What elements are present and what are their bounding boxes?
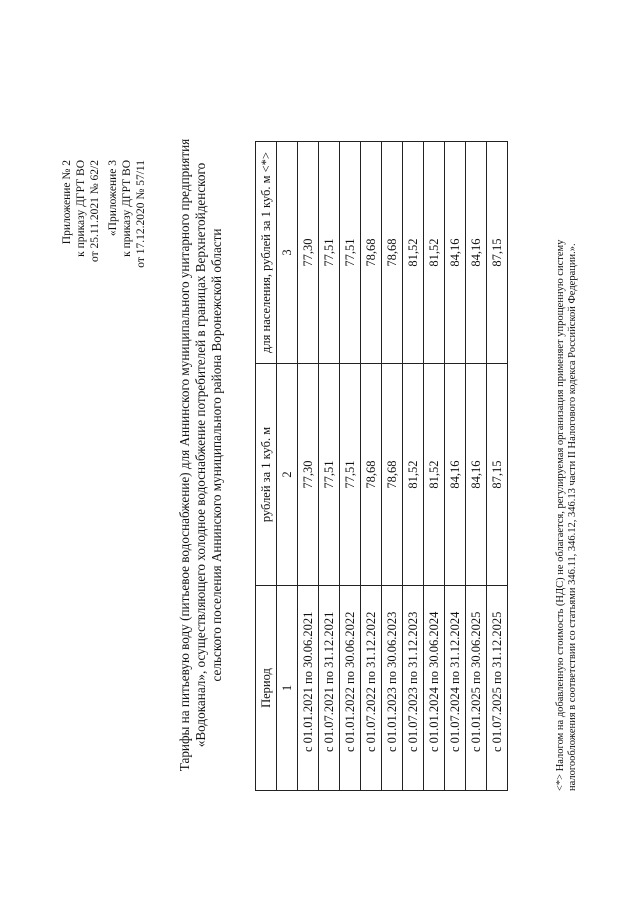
period-cell: с 01.01.2021 по 30.06.2021 [298, 586, 319, 791]
header-price-population: для населения, рублей за 1 куб. м <*> [256, 142, 277, 364]
title-line1: Тарифы на питьевую воду (питьевое водоснабжение) для Аннинского муниципального унитарного предприятия [177, 138, 192, 772]
table-row [382, 142, 403, 791]
period-cell: с 01.07.2024 по 31.12.2024 [445, 586, 466, 791]
population-price-cell: 78,68 [382, 142, 403, 364]
population-price-cell: 87,15 [487, 142, 508, 364]
appendix-2-line1: Приложение № 2 [61, 160, 73, 245]
title-line3: сельского поселения Аннинского муниципального района Воронежской области [209, 228, 224, 682]
price-cell: 84,16 [466, 364, 487, 586]
price-cell: 81,52 [424, 364, 445, 586]
index-col-2: 2 [277, 364, 298, 586]
population-price-cell: 78,68 [361, 142, 382, 364]
price-cell: 78,68 [361, 364, 382, 586]
appendix-3-header [106, 160, 148, 380]
header-price: рублей за 1 куб. м [256, 364, 277, 586]
period-cell: с 01.01.2024 по 30.06.2024 [424, 586, 445, 791]
population-price-cell: 77,30 [298, 142, 319, 364]
appendix-3-line1: «Приложение 3 [107, 160, 119, 237]
period-cell: с 01.07.2022 по 31.12.2022 [361, 586, 382, 791]
appendix-2-line2: к приказу ДГРТ ВО [75, 160, 87, 257]
period-cell: с 01.07.2025 по 31.12.2025 [487, 586, 508, 791]
appendix-3-line2: к приказу ДГРТ ВО [121, 160, 133, 257]
table-row [340, 142, 361, 791]
footnote-line2: налогообложения в соответствии со статьями 346.11, 346.12, 346.13 части II Налогового кодекса Российской Федерации.». [567, 243, 578, 791]
period-cell: с 01.01.2022 по 30.06.2022 [340, 586, 361, 791]
period-cell: с 01.01.2023 по 30.06.2023 [382, 586, 403, 791]
population-price-cell: 77,51 [340, 142, 361, 364]
document-title [177, 105, 225, 805]
index-col-1: 1 [277, 586, 298, 791]
table-row [403, 142, 424, 791]
table-row [298, 142, 319, 791]
population-price-cell: 77,51 [319, 142, 340, 364]
price-cell: 77,51 [340, 364, 361, 586]
table-row [361, 142, 382, 791]
table-index-row [277, 142, 298, 791]
table-row [466, 142, 487, 791]
price-cell: 84,16 [445, 364, 466, 586]
period-cell: с 01.07.2021 по 31.12.2021 [319, 586, 340, 791]
table-row [424, 142, 445, 791]
header-period: Период [256, 586, 277, 791]
price-cell: 81,52 [403, 364, 424, 586]
footnote-line1: <*> Налогом на добавленную стоимость (НДС) не облагается, регулируемая организация применяет упрощенную систему [555, 239, 566, 791]
appendix-3-line3: от 17.12.2020 № 57/11 [135, 160, 147, 268]
vat-footnote [555, 141, 579, 791]
population-price-cell: 81,52 [403, 142, 424, 364]
table-row [487, 142, 508, 791]
tariff-table [255, 141, 508, 791]
table-row [319, 142, 340, 791]
appendix-2-line3: от 25.11.2021 № 62/2 [89, 160, 101, 262]
population-price-cell: 84,16 [445, 142, 466, 364]
population-price-cell: 84,16 [466, 142, 487, 364]
table-row [445, 142, 466, 791]
population-price-cell: 81,52 [424, 142, 445, 364]
title-line2: «Водоканал», осуществляющего холодное водоснабжение потребителей в границах Верхнетойденского [193, 162, 208, 748]
period-cell: с 01.01.2025 по 30.06.2025 [466, 586, 487, 791]
index-col-3: 3 [277, 142, 298, 364]
price-cell: 77,51 [319, 364, 340, 586]
appendix-2-header [60, 160, 102, 380]
price-cell: 77,30 [298, 364, 319, 586]
period-cell: с 01.07.2023 по 31.12.2023 [403, 586, 424, 791]
price-cell: 87,15 [487, 364, 508, 586]
table-header-row [256, 142, 277, 791]
price-cell: 78,68 [382, 364, 403, 586]
